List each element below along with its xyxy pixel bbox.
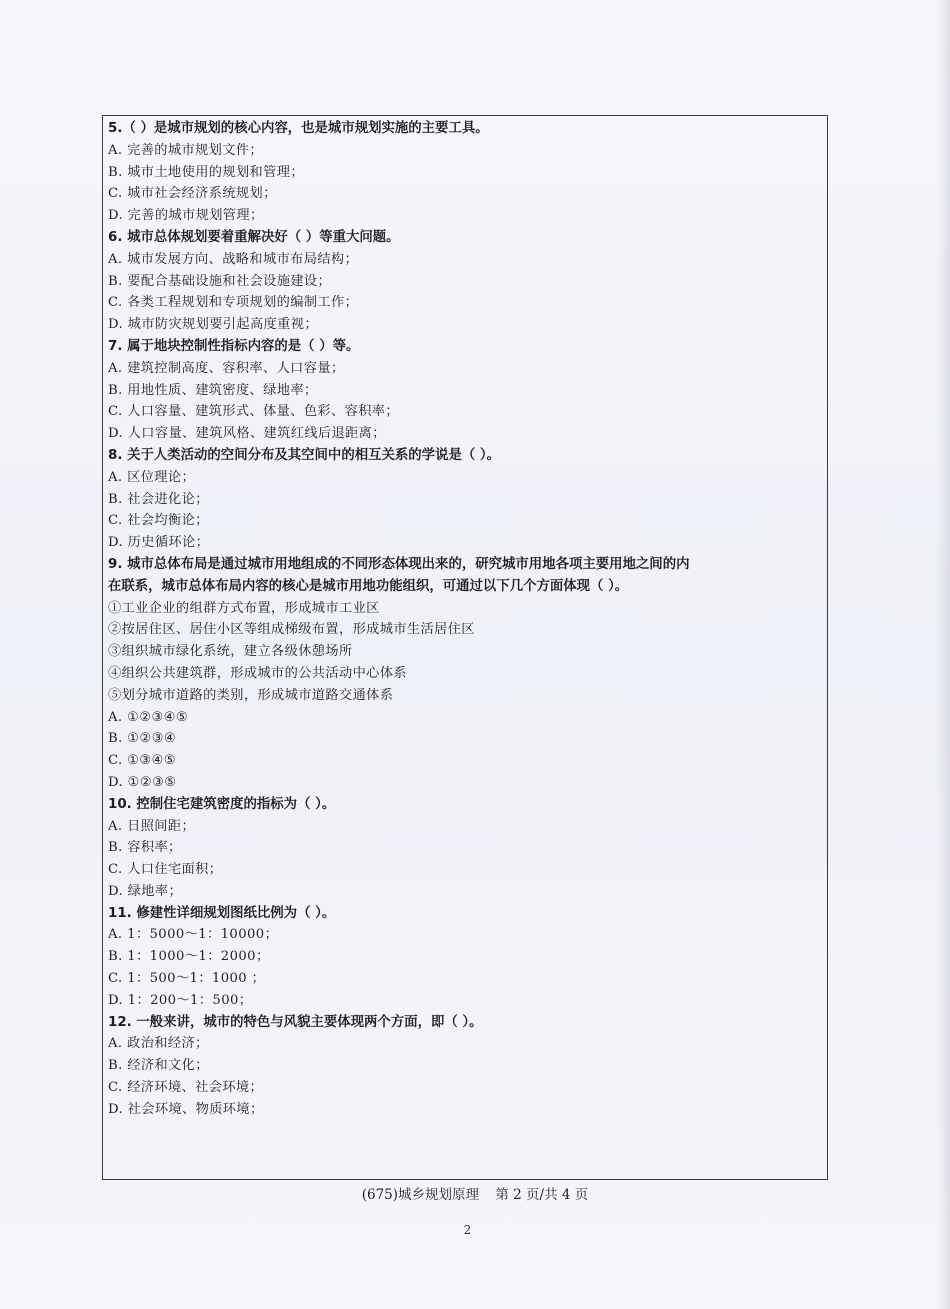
- question-10-option-a: A. 日照间距；: [108, 818, 196, 834]
- question-12-option-a: A. 政治和经济；: [108, 1036, 209, 1052]
- question-list: [108, 118, 826, 1121]
- question-12-option-d: D. 社会环境、物质环境；: [108, 1101, 264, 1117]
- question-7-option-c: C. 人口容量、建筑形式、体量、色彩、容积率；: [108, 404, 399, 420]
- question-9-stem-line-2: 在联系，城市总体布局内容的核心是城市用地功能组织，可通过以下几个方面体现（ ）。: [108, 578, 629, 594]
- question-6-option-b: B. 要配合基础设施和社会设施建设；: [108, 273, 332, 289]
- question-9-item-4: ④组织公共建筑群，形成城市的公共活动中心体系: [108, 665, 407, 681]
- question-11-stem: 11. 修建性详细规划图纸比例为（ ）。: [108, 905, 336, 921]
- question-6-option-a: A. 城市发展方向、战略和城市布局结构；: [108, 251, 359, 267]
- question-9-option-b: B. ①②③④: [108, 731, 177, 747]
- question-10-stem: 10. 控制住宅建筑密度的指标为（ ）。: [108, 796, 336, 812]
- page-footer: [0, 1183, 950, 1203]
- question-5-option-c: C. 城市社会经济系统规划；: [108, 186, 277, 202]
- question-8-stem: 8. 关于人类活动的空间分布及其空间中的相互关系的学说是（ ）。: [108, 447, 500, 463]
- question-5-option-d: D. 完善的城市规划管理；: [108, 208, 264, 224]
- footer-page-info: 第 2 页/共 4 页: [495, 1187, 589, 1203]
- question-7-option-d: D. 人口容量、建筑风格、建筑红线后退距离；: [108, 426, 386, 442]
- question-5-stem: 5.（ ）是城市规划的核心内容，也是城市规划实施的主要工具。: [108, 121, 489, 136]
- question-11-option-b: B. 1：1000～1：2000；: [108, 949, 270, 965]
- question-10-option-c: C. 人口住宅面积；: [108, 862, 223, 878]
- question-9-option-d: D. ①②③⑤: [108, 774, 177, 790]
- question-7-stem: 7. 属于地块控制性指标内容的是（ ）等。: [108, 338, 360, 354]
- question-6-option-c: C. 各类工程规划和专项规划的编制工作；: [108, 295, 359, 311]
- question-9-option-c: C. ①③④⑤: [108, 753, 177, 769]
- question-10-option-b: B. 容积率；: [108, 840, 182, 856]
- question-12-option-b: B. 经济和文化；: [108, 1058, 209, 1074]
- question-6-option-d: D. 城市防灾规划要引起高度重视；: [108, 317, 318, 333]
- question-7-option-b: B. 用地性质、建筑密度、绿地率；: [108, 382, 318, 398]
- question-8-option-a: A. 区位理论；: [108, 469, 196, 485]
- question-5-option-b: B. 城市土地使用的规划和管理；: [108, 164, 304, 180]
- scan-edge-shadow: [936, 0, 950, 1309]
- question-8-option-b: B. 社会进化论；: [108, 491, 209, 507]
- question-10-option-d: D. 绿地率；: [108, 883, 183, 899]
- question-11-option-a: A. 1：5000～1：10000；: [108, 927, 279, 943]
- question-7-option-a: A. 建筑控制高度、容积率、人口容量；: [108, 360, 345, 376]
- question-9-stem-line-1: 9. 城市总体布局是通过城市用地组成的不同形态体现出来的，研究城市用地各项主要用地之间的内: [108, 556, 690, 572]
- question-9-item-2: ②按居住区、居住小区等组成梯级布置，形成城市生活居住区: [108, 622, 475, 638]
- question-9-item-1: ①工业企业的组群方式布置，形成城市工业区: [108, 600, 380, 616]
- question-6-stem: 6. 城市总体规划要着重解决好（ ）等重大问题。: [108, 229, 400, 245]
- question-9-item-5: ⑤划分城市道路的类别，形成城市道路交通体系: [108, 687, 394, 703]
- question-11-option-d: D. 1：200～1：500；: [108, 992, 253, 1008]
- footer-course-name: (675)城乡规划原理: [361, 1187, 480, 1203]
- question-8-option-c: C. 社会均衡论；: [108, 513, 209, 529]
- question-12-option-c: C. 经济环境、社会环境；: [108, 1080, 264, 1096]
- question-5-option-a: A. 完善的城市规划文件；: [108, 142, 263, 158]
- question-9-option-a: A. ①②③④⑤: [108, 709, 189, 725]
- page-number: 2: [463, 1223, 472, 1237]
- question-12-stem: 12. 一般来讲，城市的特色与风貌主要体现两个方面，即（ ）。: [108, 1014, 483, 1030]
- question-11-option-c: C. 1：500～1：1000 ；: [108, 971, 266, 987]
- question-8-option-d: D. 历史循环论；: [108, 535, 210, 551]
- question-9-item-3: ③组织城市绿化系统，建立各级休憩场所: [108, 644, 353, 660]
